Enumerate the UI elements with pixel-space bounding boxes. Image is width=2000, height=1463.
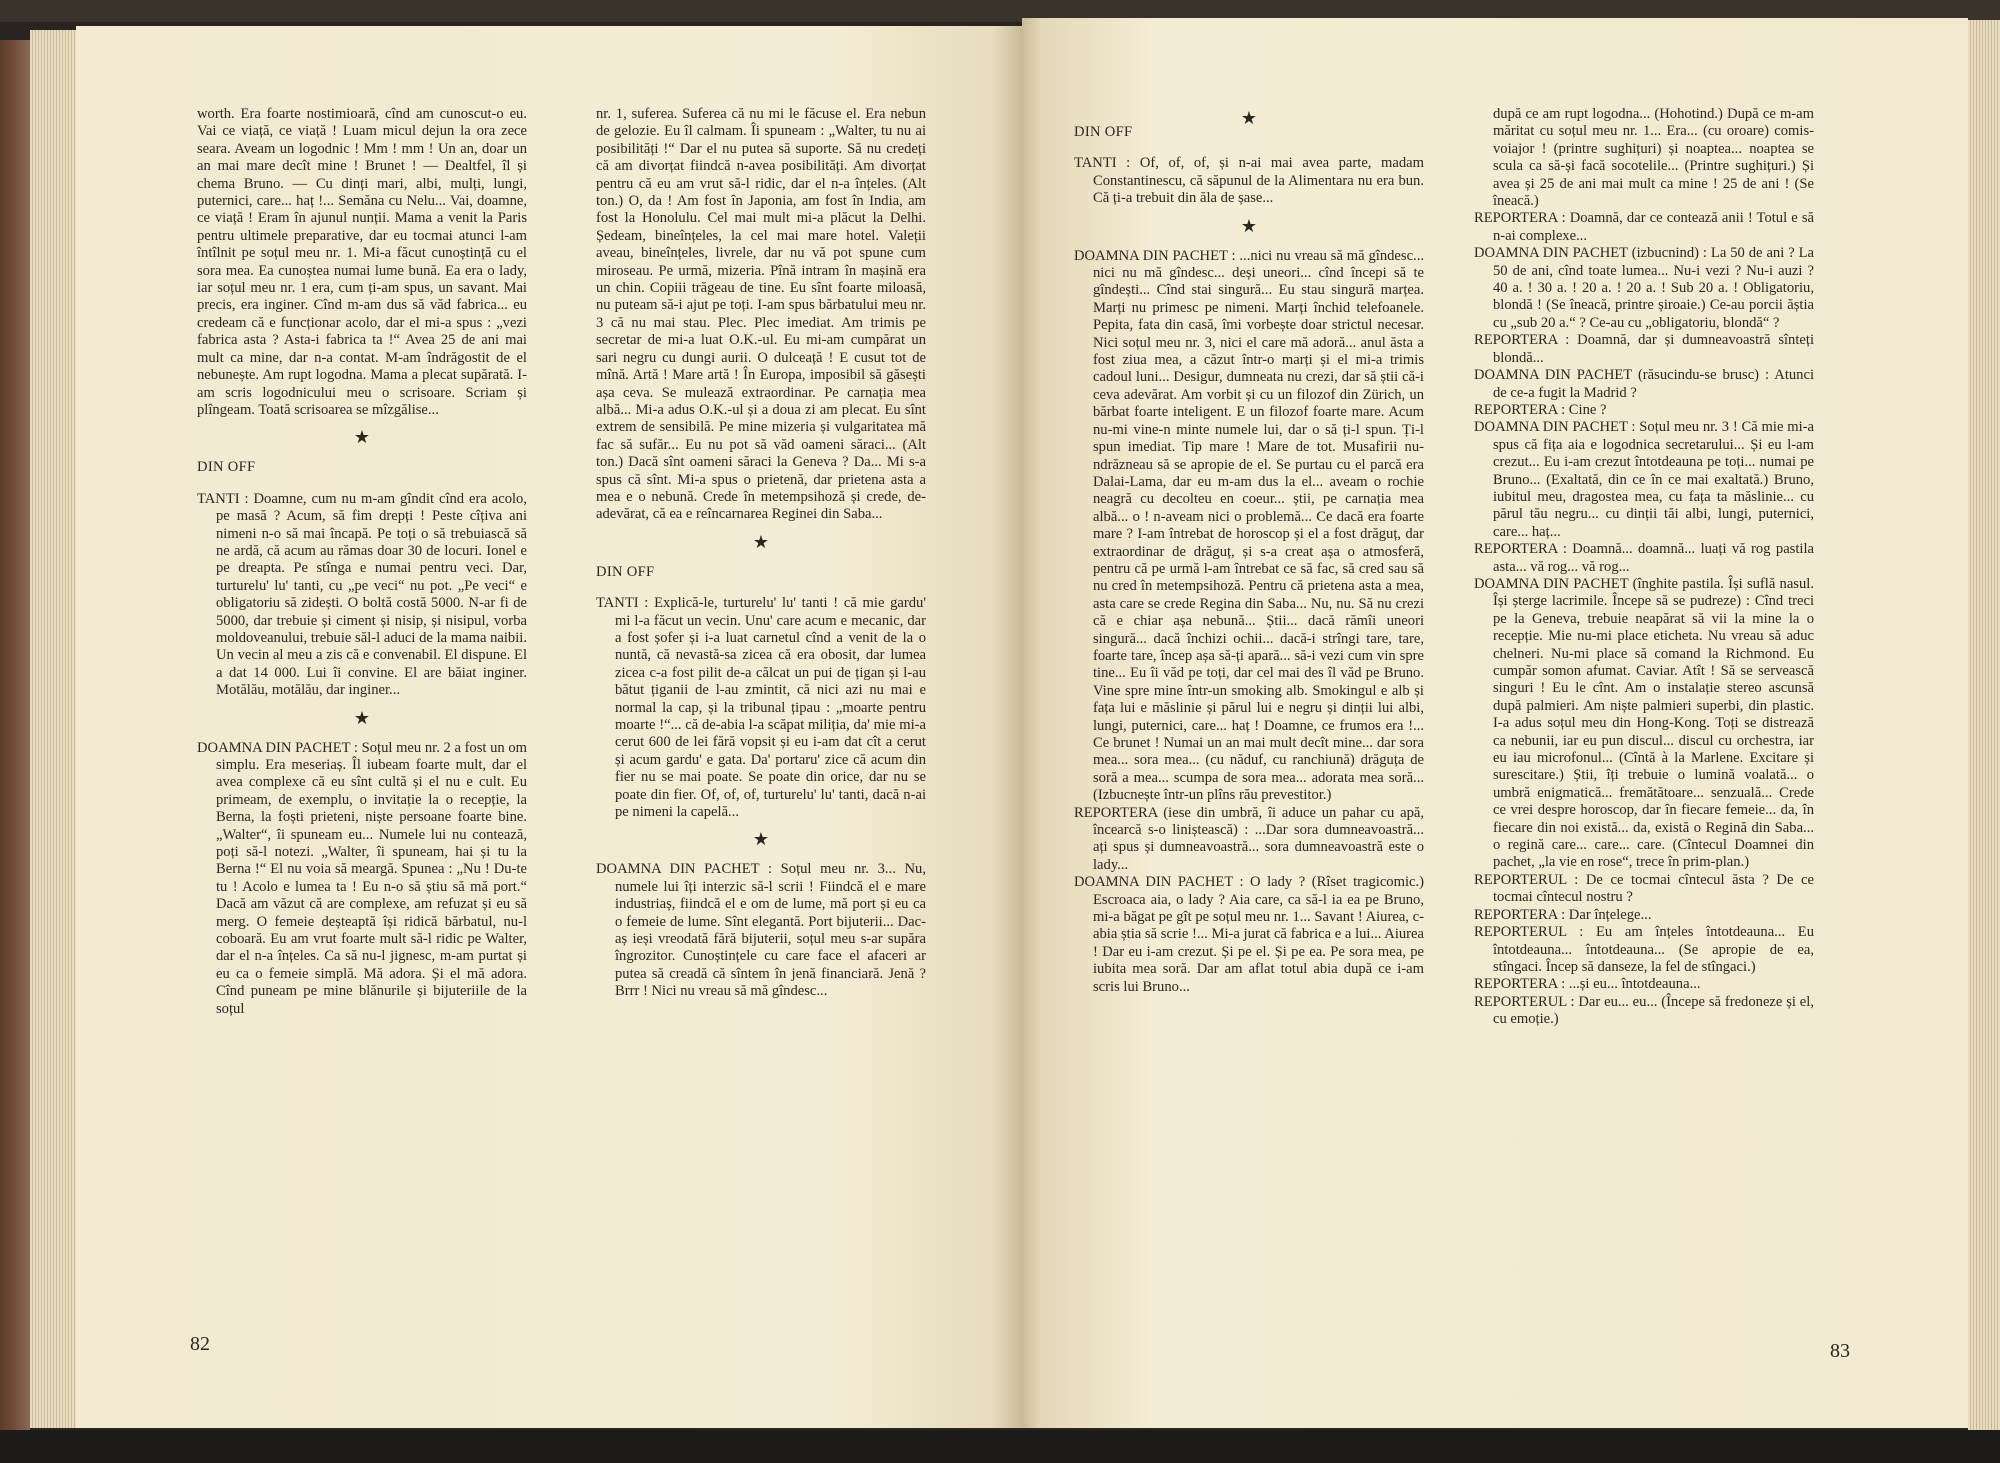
dialogue-line: TANTI : Explică-le, turturelu' lu' tanti ! că mie gardu' mi l-a făcut un vecin. Unu' care acum e mecanic, dar a fost șofer și i-a luat carnetul cînd a venit de la o nuntă, că nevastă-sa zicea că era obosit, dar lumea zicea c-a fost pilit de-a călcat un pui de țigan și l-au bătut țiganii de l-au zmintit, că nici azi nu mai e normal la cap, și la tribunal țipau : „moarte pentru moarte !“... că de-abia l-a scăpat miliția, da' mie mi-a cerut 600 de lei fără vopsit și eu i-am dat cît a cerut și acum gardu' e gata. Da' portaru' zice că acum din fier nu se mai poate. Se poate din orice, dar nu se poate din fier. Of, of, of, turturelu' lu' tanti, dacă n-ai pe nimeni la capelă...	[596, 595, 926, 821]
left-page	[76, 26, 1022, 1428]
dialogue-line: REPORTERA (iese din umbră, îi aduce un pahar cu apă, încearcă s-o liniștească) : ...Dar sora dumneavoastră... ați spus și dumneavoastră... sora dumneavoastră este o lady...	[1074, 804, 1424, 873]
section-heading: DIN OFF	[197, 459, 256, 476]
right-page	[1022, 18, 1968, 1428]
paragraph: nr. 1, suferea. Suferea că nu mi le făcuse el. Era nebun de gelozie. Eu îl calmam. Îi spuneam : „Walter, tu nu ai posibilități !“ Dar el nu putea să suporte. Să nu credeți că am divorțat fiindcă n-avea posibilități. Am divorțat pentru că eu am vrut să-l ridic, dar el n-a înțeles. (Alt ton.) O, da ! Am fost în Japonia, am fost în India, am fost la Honolulu. Cel mai mult mi-a plăcut la Delhi. Ședeam, bineînțeles, la cel mai mare hotel. Valeții aveau, bineînțeles, livrele, dar nu vă pot spune cum miroseau. Pe urmă, mizeria. Pînă intram în mașină era un chin. Copiii trăgeau de tine. Eu sînt foarte miloasă, nu puteam să-i ajut pe toți. I-am spus bărbatului meu nr. 3 că nu mai stau. Plec. Plec imediat. Am trimis pe secretar de mi-a luat O.K.-ul. Eu mi-am cumpărat un sari negru cu dungi aurii. O dulceață ! E cusut tot de mînă. Artă ! Mare artă ! În Europa, imposibil să găsești așa ceva. Se mulează extraordinar. Pe carnația mea albă... Mi-a adus O.K.-ul și a doua zi am plecat. Eu sînt extrem de sensibilă. Pe mine mizeria și vulgaritatea mă fac să sufăr... Eu nu pot să văd oameni săraci... (Alt ton.) Dacă sînt oameni săraci la Geneva ? Da... Mi s-a spus că sînt. Mi-a spus o prietenă, dar prietena asta a mea e o nebună. Crede în metempsihoză și crede, de-adevărat, că ea e reîncarnarea Reginei din Saba...	[596, 106, 926, 523]
column-2	[596, 106, 926, 1001]
star-separator-icon: ★	[353, 707, 371, 729]
page-number: 83	[1830, 1340, 1850, 1362]
dialogue-line: DOAMNA DIN PACHET : Soțul meu nr. 3 ! Că mie mi-a spus că fița aia e logodnica secretarului... Și eu l-am crezut... Eu i-am crezut întotdeauna pe toți... numai pe Bruno... (Exaltată, din ce în ce mai exaltată.) Bruno, iubitul meu, dragostea mea, cu fața ta măslinie... cu părul tău negru... cu dinții tăi albi, lungi, puternici, care... haț...	[1474, 419, 1814, 540]
star-separator-icon: ★	[353, 427, 371, 449]
dialogue-line: REPORTERA : Doamnă, dar ce contează anii ! Totul e să n-ai complexe...	[1474, 210, 1814, 244]
dialogue-line: TANTI : Doamne, cum nu m-am gîndit cînd era acolo, pe masă ? Acum, să fim drepți ! Peste cîțiva ani nimeni n-o să mai încapă. Pe toți o să trebuiască să ne ardă, că acum au rămas doar 30 de locuri. Ionel e pe dreapta. Pe stînga e numai pentru veci. Dar, turturelu' lu' tanti, cu „pe veci“ nu pot. „Pe veci“ e obligatoriu să zidești. O boltă costă 5000. N-ar fi de 5000, dar trebuie și ciment și nisip, și nisipul, vorba moldoveanului, trebuie săl-l aduci de la mama naibii. Un vecin al meu a zis că e convenabil. El dispune. El a dat 14 000. Lui îi convine. El are băiat inginer. Motălău, motălău, dar inginer...	[197, 490, 527, 699]
dialogue-line: DOAMNA DIN PACHET : ...nici nu vreau să mă gîndesc... nici nu mă gîndesc... deși uneori... cînd începi să te gîndești... Cînd stai singură... Eu stau singură marțea. Marți nu primesc pe nimeni. Marți închid telefoanele. Pepita, fata din casă, îmi vorbește doar strictul necesar. Nici soțul meu nr. 3, nici el care mă adoră... anul ăsta a fost ziua mea, a căzut într-o marți și el mi-a trimis cadoul luni... Desigur, dumneata nu crezi, dar să știi că-i ceva adevărat. Am vorbit și cu un filozof din Zürich, un bărbat foarte inteligent. E un filozof foarte mare. Acum nu-mi vine-n minte numele lui, dar o să ți-l spun. Ți-l spun imediat. Tip mare ! Mare de tot. Musafirii nu-ndrăzneau să se apropie de el. Se purtau cu el parcă era Dalai-Lama, dar eu m-am dus la el... aveam o rochie neagră cu decolteu en coeur... știi, pe carnația mea albă... o ! n-aveam nici o problemă... Ce dacă era foarte mare ? I-am întrebat de horoscop și el a fost drăguț, dar extraordinar de drăguț, și s-a creat așa o atmosferă, pentru că pe urmă l-am întrebat ce să fac, să cred sau să nu cred în metempsihoză. Pentru că prietena asta a mea, asta care se crede Regina din Saba... Nu, nu. Să nu crezi că e chiar așa nebună... Știi... dacă rămîi uneori singură... dacă închizi ochii... dacă-i strîngi tare, tare, foarte tare, încep așa să-ți apară... să-i vezi cum vin spre tine... Eu îi văd pe toți, dar cel mai des îl văd pe Bruno. Vine spre mine într-un smoking alb. Smokingul e alb și fața lui e măslinie și părul lui e negru și dinții lui albi, lungi, puternici, care... haț ! Doamne, ce frumos era !... Ce brunet ! Numai un an mai mult decît mine... dar sora mea... sora mea... (cu năduf, cu ranchiună) drăguța de soră a mea... scumpa de sora mea... adorata mea soră... (Izbucnește într-un plîns rău prevestitor.)	[1074, 247, 1424, 804]
star-separator-icon: ★	[752, 531, 770, 553]
dialogue-line: DOAMNA DIN PACHET (izbucnind) : La 50 de ani ? La 50 de ani, cînd toate lumea... Nu-i vezi ? Nu-i auzi ? 40 a. ! 30 a. ! 20 a. ! 20 a. ! Sub 20 a. ! Obligatoriu, blondă ! (Se îneacă, printre șiroaie.) Ce-au porcii ăștia cu „sub 20 a.“ ? Ce-au cu „obligatoriu, blondă“ ?	[1474, 245, 1814, 331]
book-cover-edge	[0, 40, 30, 1430]
left-page-stack	[30, 30, 76, 1428]
dialogue-line: TANTI : Of, of, of, și n-ai mai avea parte, madam Constantinescu, că săpunul de la Alimentara nu era bun. Că ți-a trebuit din ăla de șase...	[1074, 155, 1424, 207]
paragraph: worth. Era foarte nostimioară, cînd am cunoscut-o eu. Vai ce viață, ce viață ! Luam micul dejun la ora zece seara. Aveam un logodnic ! Mm ! mm ! Un an, doar un an mai mare decît mine ! Brunet ! — Dealtfel, îl și chema Bruno. — Cu dinți mari, albi, mulți, lungi, puternici, care... haț !... Semăna cu Nelu... Vai, doamne, ce viață ! Eram în ajunul nunții. Mama a venit la Paris pentru ultimele preparative, dar eu tocmai atunci l-am întîlnit pe soțul meu nr. 1. Mi-a făcut cunoștință cu el sora mea. Ea cunoștea numai lume bună. Ea era o lady, iar soțul meu nr. 1 era, cum ți-am spus, un savant. Mai precis, era inginer. Cînd m-am dus să văd fabrica... eu credeam că e funcționar acolo, dar el mi-a spus : „vezi fabrica asta ? Asta-i fabrica ta !“ Avea 25 de ani mai mult ca mine, dar n-a contat. M-am îndrăgostit de el nebunește. Am rupt logodna. Mama a plecat supărată. I-am scris logodnicului meu o scrisoare. Scriam și plîngeam. Toată scrisoarea se mîzgălise...	[197, 106, 527, 418]
column-4	[1474, 106, 1814, 1029]
dialogue-line: DOAMNA DIN PACHET : O lady ? (Rîset tragicomic.) Escroaca aia, o lady ? Aia care, ca să-l ia ea pe Bruno, mi-a băgat pe gît pe soțul meu nr. 1... Savant ! Aiurea, c-abia știa să scrie !... Mi-a jurat că fabrica e a lui... Aiurea ! Dar eu i-am crezut. Și pe el. Și pe ea. Pe sora mea, pe iubita mea soră. Dar am aflat totul abia după ce i-am scris lui Bruno...	[1074, 874, 1424, 995]
dialogue-line: REPORTERA : Doamnă, dar și dumneavoastră sînteți blondă...	[1474, 332, 1814, 366]
dialogue-line: REPORTERA : ...și eu... întotdeauna...	[1474, 976, 1701, 993]
column-1	[197, 106, 527, 1018]
background-bottom	[0, 1430, 2000, 1463]
section-heading: DIN OFF	[1074, 124, 1133, 140]
section-heading: DIN OFF	[596, 563, 655, 580]
dialogue-line: REPORTERUL : Dar eu... eu... (Începe să fredoneze și el, cu emoție.)	[1474, 993, 1814, 1028]
dialogue-line: REPORTERA : Doamnă... doamnă... luați vă rog pastila asta... vă rog... vă rog...	[1474, 541, 1814, 575]
dialogue-line: DOAMNA DIN PACHET (răsucindu-se brusc) : Atunci de ce-a fugit la Madrid ?	[1474, 367, 1814, 401]
dialogue-line: DOAMNA DIN PACHET : Soțul meu nr. 3... Nu, numele lui îți interzic să-l scrii ! Fiindcă el e mare industriaș, fiindcă el e om de lume, mă port și eu ca o femeie de lume. Sînt elegantă. Port bijuterii... Dac-aș ieși vreodată fără bijuterii, soțul meu s-ar supăra îngrozitor. Cunoștințele cu care face el afaceri ar putea să creadă că sîntem în jenă financiară. Jenă ? Brrr ! Nici nu vreau să mă gîndesc...	[596, 861, 926, 1000]
dialogue-line: REPORTERA : Cine ?	[1474, 401, 1607, 418]
star-separator-icon: ★	[1240, 215, 1258, 237]
star-separator-icon: ★	[752, 829, 770, 851]
dialogue-line: DOAMNA DIN PACHET : Soțul meu nr. 2 a fost un om simplu. Era meseriaș. Îl iubeam foarte mult, dar el avea complexe că eu sînt cultă și el nu e cult. Eu primeam, de exemplu, o invitație la o recepție, la Berna, la foști prieteni, niște persoane foarte bine. „Walter“, îi spuneam eu... Numele lui nu contează, poți să-l notezi. „Walter, îi spuneam, hai și tu la Berna !“ El nu voia să meargă. Spunea : „Nu ! Du-te tu ! Acolo e lumea ta ! Eu n-o să știu să mă port.“ Dacă am văzut că are complexe, am refuzat și eu să merg. O femeie deșteaptă își ridică bărbatul, nu-l coboară. Eu am vrut foarte mult să-l ridic pe Walter, dar el n-a înțeles. Ca să nu-l jignesc, m-am purtat și eu ca o femeie simplă. Mă adora. Și el mă adora. Cînd puneam pe mine blănurile și bijuteriile de la soțul	[197, 739, 527, 1017]
dialogue-line: REPORTERUL : Eu am înțeles întotdeauna... Eu întotdeauna... întotdeauna... (Se apropie de ea, stîngaci. Încep să danseze, la fel de stîngaci.)	[1474, 924, 1814, 975]
dialogue-line: REPORTERUL : De ce tocmai cîntecul ăsta ? De ce tocmai cîntecul nostru ?	[1474, 871, 1814, 906]
dialogue-line: DOAMNA DIN PACHET (înghite pastila. Își suflă nasul. Își șterge lacrimile. Începe să se pudreze) : Cînd treci pe la Geneva, trebuie neapărat să vii la mine la o recepție. Mie nu-mi place eticheta. Nu vreau să aduc chelneri. Nu-mi place să comand la Richmond. Eu cumpăr somon afumat. Caviar. Atît ! Să se servească singuri ! Eu le cînt. Am o instalație stereo ascunsă după palmieri. Am niște palmieri superbi, din plastic. I-a adus soțul meu din Hong-Kong. Toți se distrează ca nebunii, iar eu pun discul... discul cu orchestra, iar eu iau microfonul... (Cîntă à la Marlene. Excitare și surescitare.) Știi, îți trebuie o lumină voalată... o umbră enigmatică... fremătătoare... senzuală... Crede ce vrei despre horoscop, dar în fiecare femeie... da, în fiecare din noi există... da, există o Regină din Saba... o regină care... care... care. (Cîntecul Doamnei din pachet, „la vie en rose“, trece în prim-plan.)	[1474, 575, 1814, 871]
dialogue-line: REPORTERA : Dar înțelege...	[1474, 906, 1652, 923]
right-page-stack	[1968, 20, 2000, 1430]
column-3	[1074, 108, 1424, 996]
paragraph: după ce am rupt logodna... (Hohotind.) După ce m-am măritat cu soțul meu nr. 1... Era... (cu oroare) comis-voiajor ! (printre sughițuri) și noaptea... noaptea se scula ca să-și facă socotelile... (Printre sughițuri.) Și avea și 25 de ani mai mult ca mine ! 25 de ani ! (Se îneacă.)	[1493, 106, 1814, 210]
page-number: 82	[190, 1333, 210, 1355]
star-separator-icon: ★	[1240, 108, 1258, 129]
